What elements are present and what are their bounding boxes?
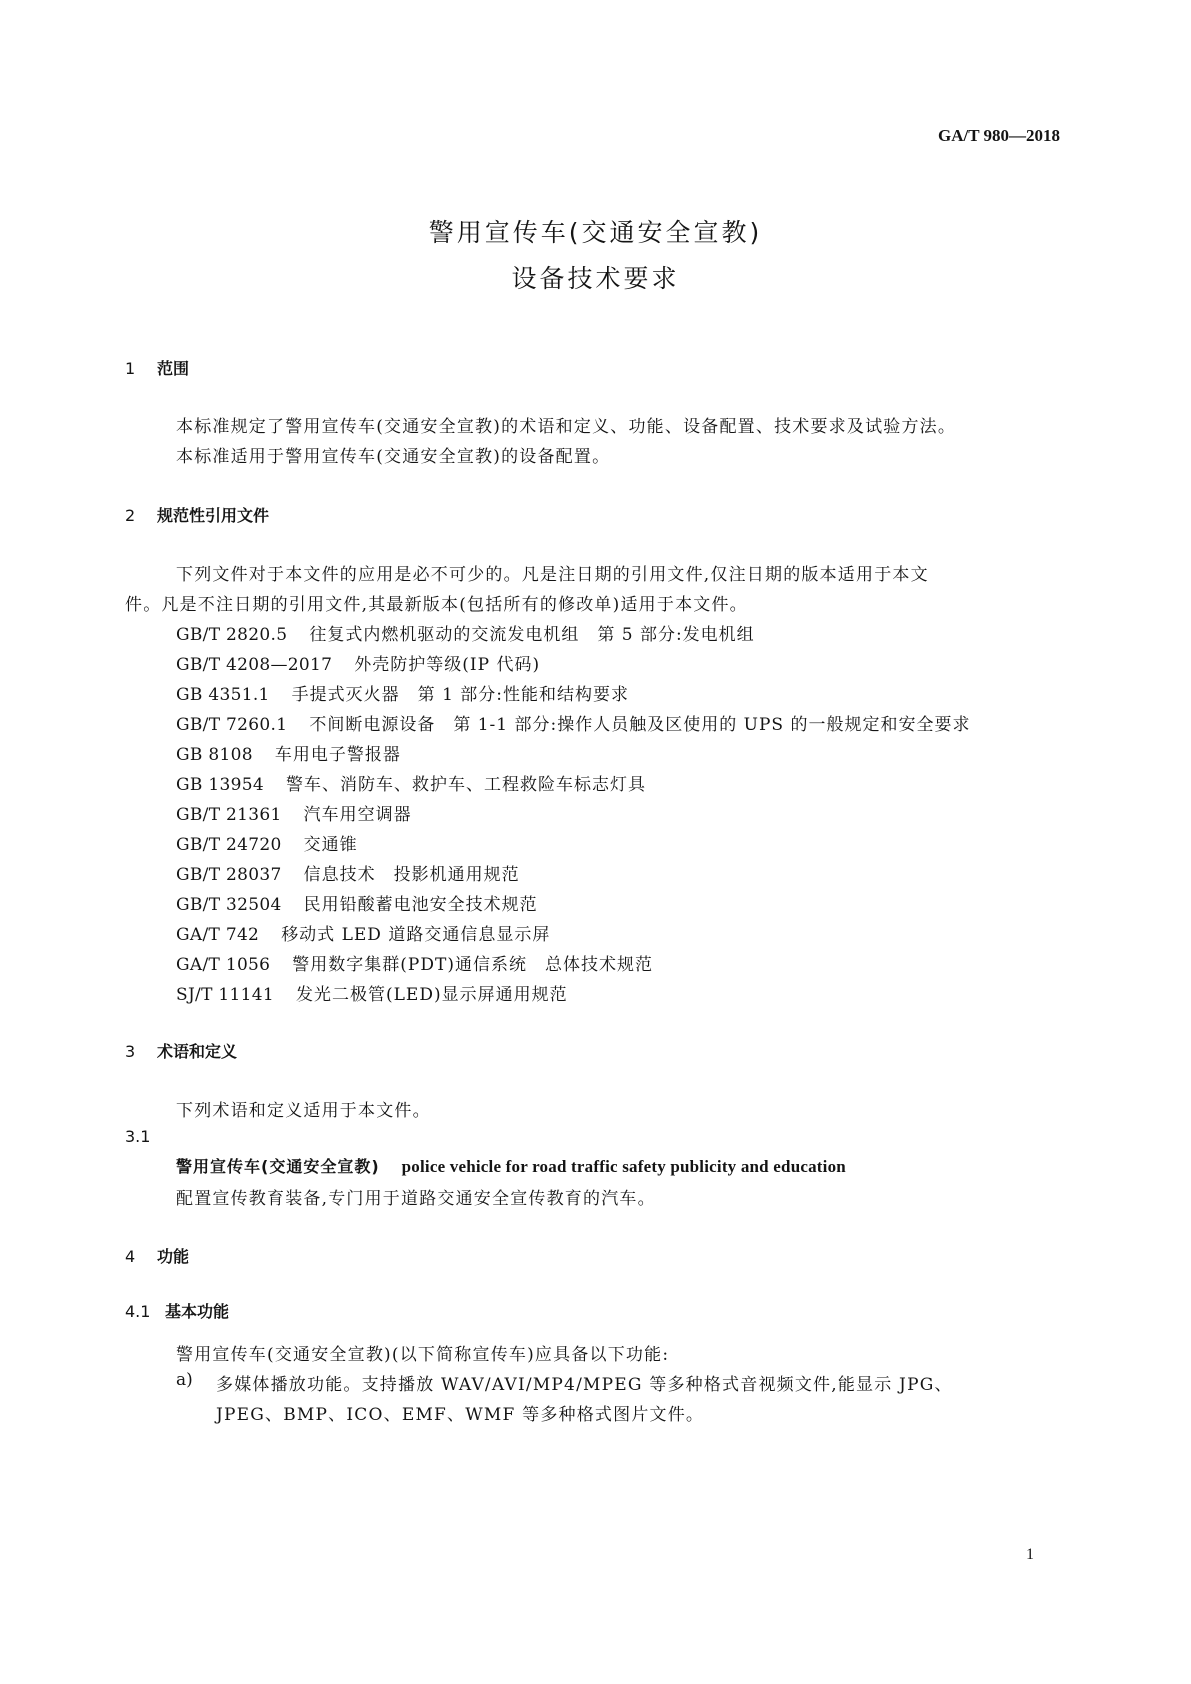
reference-title: 信息技术 投影机通用规范 (303, 865, 520, 885)
reference-code: GB 8108 (176, 745, 253, 765)
section-4-intro: 警用宣传车(交通安全宣教)(以下简称宣传车)应具备以下功能: (176, 1345, 670, 1365)
section-title: 范围 (157, 359, 190, 378)
section-number: 1 (125, 359, 136, 378)
reference-code: GB/T 28037 (176, 865, 282, 885)
reference-code: GB/T 32504 (176, 895, 282, 915)
section-number: 2 (125, 506, 136, 525)
reference-item (176, 830, 358, 855)
section-3-intro: 下列术语和定义适用于本文件。 (176, 1101, 431, 1121)
section-2-heading (125, 503, 269, 526)
reference-title: 往复式内燃机驱动的交流发电机组 第 5 部分:发电机组 (309, 625, 755, 645)
reference-title: 交通锥 (303, 835, 358, 855)
section-3-heading (125, 1039, 237, 1062)
reference-code: GA/T 1056 (176, 955, 271, 975)
subsection-number: 4.1 (125, 1302, 151, 1321)
reference-code: GB 4351.1 (176, 685, 270, 705)
reference-code: GB 13954 (176, 775, 264, 795)
reference-code: GB/T 24720 (176, 835, 282, 855)
reference-item (176, 890, 538, 915)
section-title: 功能 (157, 1247, 190, 1266)
list-item-text-line1: 多媒体播放功能。支持播放 WAV/AVI/MP4/MPEG 等多种格式音视频文件,能显示 JPG、 (216, 1375, 953, 1395)
reference-item (176, 650, 540, 675)
subsection-title: 基本功能 (165, 1302, 230, 1321)
reference-code: GB/T 21361 (176, 805, 282, 825)
reference-item (176, 920, 550, 945)
reference-item (176, 860, 520, 885)
reference-title: 不间断电源设备 第 1-1 部分:操作人员触及区使用的 UPS 的一般规定和安全要求 (309, 715, 971, 735)
section-1-paragraph-2: 本标准适用于警用宣传车(交通安全宣教)的设备配置。 (176, 447, 611, 467)
term-entry (176, 1154, 846, 1177)
section-4-heading (125, 1244, 189, 1267)
term-definition: 配置宣传教育装备,专门用于道路交通安全宣传教育的汽车。 (176, 1189, 656, 1209)
term-number: 3.1 (125, 1127, 151, 1146)
document-title-line1: 警用宣传车(交通安全宣教) (428, 218, 763, 247)
reference-title: 警用数字集群(PDT)通信系统 总体技术规范 (292, 955, 653, 975)
section-number: 3 (125, 1042, 136, 1061)
list-item-text-line2: JPEG、BMP、ICO、EMF、WMF 等多种格式图片文件。 (216, 1405, 705, 1425)
reference-code: GB/T 4208—2017 (176, 655, 333, 675)
reference-item (176, 800, 412, 825)
reference-item (176, 980, 568, 1005)
reference-title: 外壳防护等级(IP 代码) (354, 655, 541, 675)
reference-code: GA/T 742 (176, 925, 260, 945)
reference-title: 手提式灭火器 第 1 部分:性能和结构要求 (291, 685, 630, 705)
reference-item (176, 770, 646, 795)
section-number: 4 (125, 1247, 136, 1266)
list-item-label: a) (176, 1370, 193, 1390)
section-title: 术语和定义 (157, 1042, 238, 1061)
reference-code: GB/T 7260.1 (176, 715, 288, 735)
reference-code: GB/T 2820.5 (176, 625, 288, 645)
section-2-intro-line2: 件。凡是不注日期的引用文件,其最新版本(包括所有的修改单)适用于本文件。 (125, 595, 748, 615)
reference-title: 民用铅酸蓄电池安全技术规范 (303, 895, 538, 915)
reference-title: 移动式 LED 道路交通信息显示屏 (281, 925, 551, 945)
document-title-line2: 设备技术要求 (511, 264, 680, 293)
reference-title: 汽车用空调器 (303, 805, 412, 825)
reference-title: 发光二极管(LED)显示屏通用规范 (296, 985, 568, 1005)
section-1-heading (125, 356, 189, 379)
reference-item (176, 950, 653, 975)
standard-number: GA/T 980—2018 (937, 126, 1060, 145)
reference-item (176, 710, 970, 735)
reference-item (176, 740, 401, 765)
term-chinese: 警用宣传车(交通安全宣教) (176, 1157, 380, 1176)
section-2-intro-line1: 下列文件对于本文件的应用是必不可少的。凡是注日期的引用文件,仅注日期的版本适用于本文 (176, 565, 929, 585)
reference-code: SJ/T 11141 (176, 985, 275, 1005)
reference-item (176, 680, 629, 705)
section-title: 规范性引用文件 (157, 506, 270, 525)
reference-item (176, 620, 755, 645)
page-number: 1 (1026, 1546, 1034, 1563)
subsection-4-1-heading (125, 1299, 229, 1322)
term-english: police vehicle for road traffic safety publicity and education (401, 1157, 846, 1176)
reference-title: 车用电子警报器 (274, 745, 401, 765)
section-1-paragraph-1: 本标准规定了警用宣传车(交通安全宣教)的术语和定义、功能、设备配置、技术要求及试验方法。 (176, 417, 957, 437)
reference-title: 警车、消防车、救护车、工程救险车标志灯具 (285, 775, 646, 795)
